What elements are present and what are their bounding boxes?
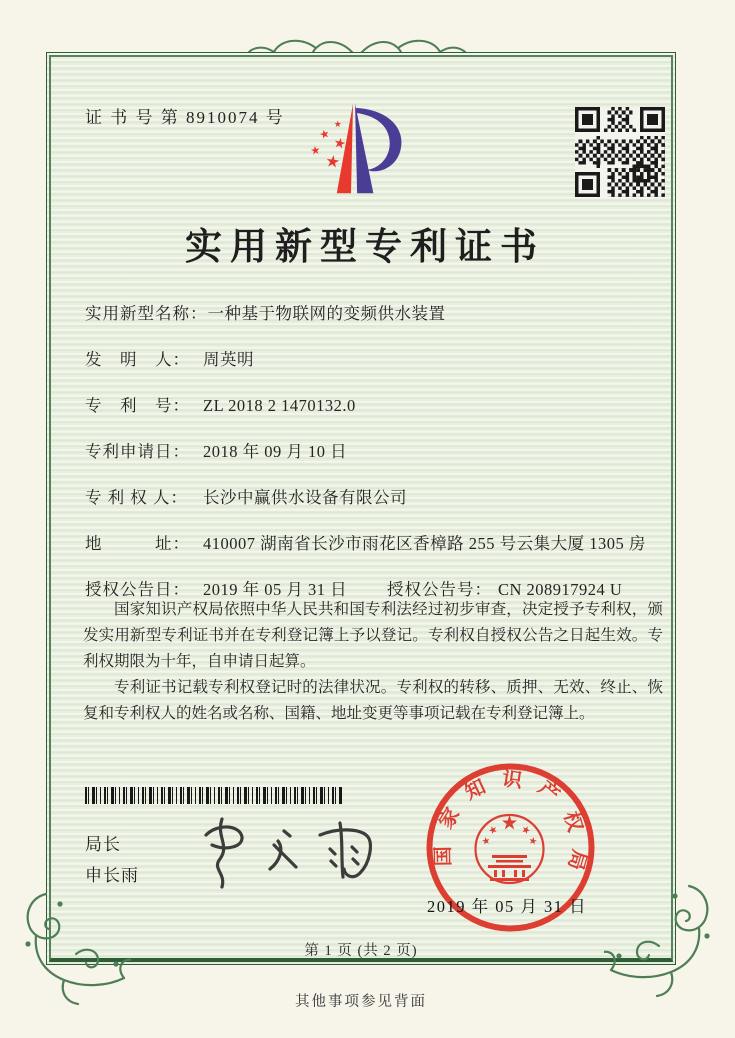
field-label: 授权公告日：: [85, 580, 190, 599]
certificate-fields: [85, 301, 661, 623]
field-value: 2019 年 05 月 31 日: [203, 580, 348, 599]
field-label: 专利申请日：: [85, 442, 190, 461]
field-patentee: [85, 485, 661, 510]
legal-text: [83, 597, 663, 727]
field-address: [85, 531, 661, 556]
certificate-frame: [46, 52, 676, 965]
certificate-title: 实用新型专利证书: [185, 227, 545, 268]
qr-code-icon: [575, 107, 665, 197]
field-value: 2018 年 09 月 10 日: [203, 442, 348, 461]
field-label: 地 址：: [85, 534, 190, 553]
bottom-right-flourish-ornament: [604, 876, 719, 1001]
legal-paragraph-2: 专利证书记载专利权登记时的法律状况。专利权的转移、质押、无效、终止、恢复和专利权人的姓名或名称、国籍、地址变更等事项记载在专利登记簿上。: [83, 679, 663, 722]
field-filing-date: [85, 439, 661, 464]
page-indicator: 第 1 页 (共 2 页): [304, 943, 418, 959]
field-inventor: [85, 347, 661, 372]
cnipa-patent-logo-icon: [291, 99, 411, 197]
commissioner-name: 申长雨: [85, 866, 139, 885]
field-value: 长沙中赢供水设备有限公司: [203, 488, 407, 507]
field-utility-model-name: [85, 301, 661, 326]
field-patent-number: [85, 393, 661, 418]
commissioner-title: 局长: [85, 835, 121, 854]
field-value: CN 208917924 U: [498, 580, 623, 599]
national-emblem: [476, 815, 544, 883]
field-label: 发 明 人：: [85, 350, 190, 369]
certificate-number: 证 书 号 第 8910074 号: [85, 108, 285, 127]
back-note: 其他事项参见背面: [295, 994, 427, 1010]
field-label: 专 利 号：: [85, 396, 190, 415]
field-value: 周英明: [203, 350, 254, 369]
seal-date: 2019 年 05 月 31 日: [427, 897, 588, 916]
field-value: ZL 2018 2 1470132.0: [203, 396, 356, 415]
legal-paragraph-1: 国家知识产权局依照中华人民共和国专利法经过初步审查，决定授予专利权，颁发实用新型专利证书并在专利登记簿上予以登记。专利权自授权公告之日起生效。专利权期限为十年，自申请日起算。: [83, 601, 663, 670]
field-value: 410007 湖南省长沙市雨花区香樟路 255 号云集大厦 1305 房: [203, 534, 646, 553]
field-label: 专 利 权 人：: [85, 488, 188, 507]
seal-ring-text: 国家知识产权局: [432, 767, 591, 887]
field-value: 一种基于物联网的变频供水装置: [207, 304, 446, 323]
field-label: 授权公告号：: [387, 580, 492, 599]
signature-icon: [192, 801, 402, 901]
commissioner-block: [85, 829, 139, 891]
field-label: 实用新型名称：: [85, 304, 208, 323]
